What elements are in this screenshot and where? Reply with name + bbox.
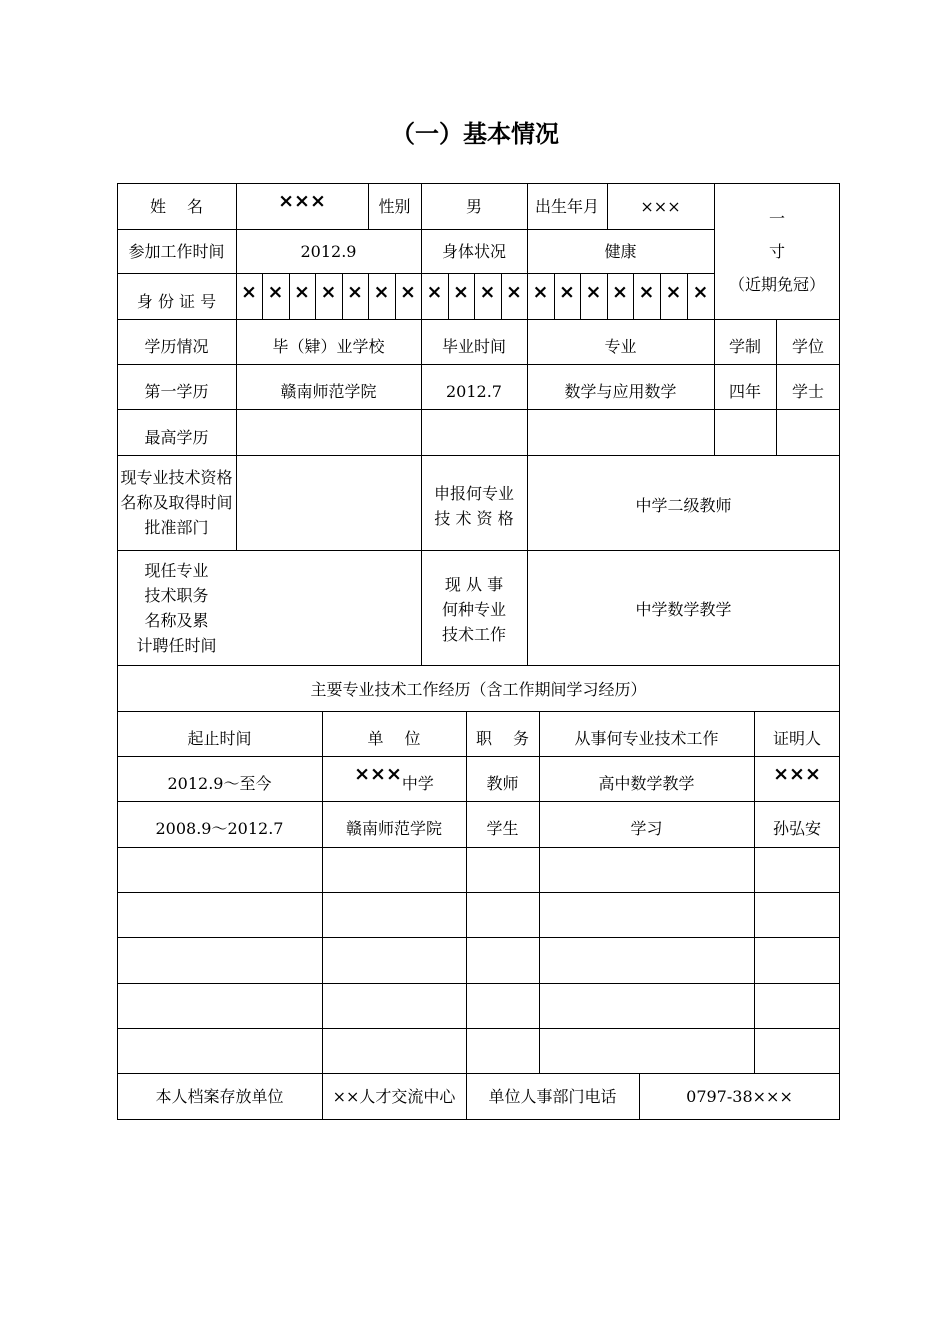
label-line: 技术职务: [144, 585, 209, 605]
photo-line-3: （近期免冠）: [728, 274, 825, 294]
label-line: 名称及累: [144, 610, 209, 630]
first-grad-time: 2012.7: [446, 382, 502, 401]
first-length: 四年: [728, 382, 761, 401]
archive-value: ××人才交流中心: [332, 1087, 456, 1106]
current-qualification-label: [117, 455, 236, 550]
archive-label: 本人档案存放单位: [155, 1087, 284, 1106]
phone-label: 单位人事部门电话: [488, 1087, 617, 1106]
table-row-witness: 孙弘安: [772, 818, 821, 838]
health-value: 健康: [604, 241, 637, 261]
id-digit: ×: [400, 280, 416, 303]
id-digit: ×: [347, 280, 363, 303]
col-header-role: 职 务: [475, 728, 530, 748]
birth-label: 出生年月: [534, 196, 599, 216]
id-digit: ×: [426, 280, 443, 303]
label-line: 现任专业: [144, 560, 209, 580]
id-digit: ×: [665, 280, 682, 303]
current-work-value: 中学数学教学: [635, 599, 732, 619]
table-row-role: 学生: [486, 818, 519, 838]
table-row-unit: 赣南师范学院: [345, 818, 442, 838]
first-education-label: 第一学历: [144, 382, 209, 401]
label-line: 现专业技术资格: [120, 468, 233, 487]
label-line: 计聘任时间: [136, 635, 217, 655]
table-row-role: 教师: [486, 773, 519, 793]
id-digit: ×: [506, 280, 522, 303]
work-start-value: 2012.9: [300, 241, 357, 261]
first-degree: 学士: [791, 382, 824, 401]
health-label: 身体状况: [441, 241, 506, 261]
page-title: （一）基本情况: [391, 120, 559, 148]
label-line: 技 术 资 格: [434, 508, 514, 528]
phone-value: 0797-38×××: [686, 1087, 793, 1106]
label-line: 批准部门: [144, 518, 209, 537]
label-line: 名称及取得时间: [120, 493, 233, 512]
id-digit: ×: [453, 280, 469, 303]
id-digit: ×: [373, 280, 390, 303]
table-row-period: 2008.9～2012.7: [155, 818, 284, 838]
grad-time-header: 毕业时间: [441, 337, 506, 356]
birth-value: ×××: [640, 196, 681, 216]
experience-section-title: 主要专业技术工作经历（含工作期间学习经历）: [310, 680, 647, 699]
unit-mark: ×××: [354, 762, 402, 785]
id-digit: ×: [585, 280, 602, 303]
current-position-label: [117, 550, 236, 665]
name-label: 姓 名: [149, 196, 204, 216]
id-digit: ×: [638, 280, 655, 303]
id-digit: ×: [267, 280, 284, 303]
label-line: 申报何专业: [433, 483, 514, 503]
col-header-witness: 证明人: [772, 728, 821, 748]
photo-line-2: 寸: [768, 241, 785, 261]
table-row-work: 高中数学教学: [598, 773, 695, 793]
first-major: 数学与应用数学: [564, 382, 677, 401]
school-header: 毕（肄）业学校: [272, 337, 385, 356]
degree-header: 学位: [791, 337, 824, 356]
first-school: 赣南师范学院: [280, 382, 377, 401]
work-start-label: 参加工作时间: [128, 241, 225, 261]
id-digit: ×: [692, 280, 709, 303]
id-digit: ×: [532, 280, 549, 303]
current-work-label: [421, 550, 527, 668]
length-header: 学制: [728, 337, 761, 356]
id-digit: ×: [320, 280, 337, 303]
label-line: 技术工作: [441, 624, 506, 644]
id-label: 身 份 证 号: [136, 291, 217, 311]
table-row-work: 学习: [630, 818, 663, 838]
id-digit: ×: [241, 280, 257, 303]
label-line: 现 从 事: [444, 574, 504, 594]
major-header: 专业: [604, 337, 637, 356]
unit-text: 中学: [401, 773, 434, 793]
gender-label: 性别: [378, 196, 411, 216]
photo-line-1: 一: [768, 208, 785, 228]
education-label: 学历情况: [144, 337, 209, 356]
table-row-witness: ×××: [773, 762, 821, 785]
id-digit: ×: [479, 280, 496, 303]
apply-qualification-value: 中学二级教师: [635, 496, 732, 515]
name-value: ×××: [278, 189, 326, 212]
id-digit: ×: [559, 280, 575, 303]
apply-qualification-label: [421, 455, 527, 556]
col-header-period: 起止时间: [187, 728, 252, 748]
id-digit: ×: [294, 280, 310, 303]
col-header-unit: 单 位: [367, 728, 421, 748]
photo-placeholder: [714, 183, 840, 319]
label-line: 何种专业: [441, 599, 506, 619]
table-row-period: 2012.9～至今: [167, 773, 272, 793]
col-header-work: 从事何专业技术工作: [574, 728, 719, 748]
highest-education-label: 最高学历: [144, 427, 209, 447]
gender-value: 男: [465, 196, 482, 216]
id-digit: ×: [612, 280, 628, 303]
